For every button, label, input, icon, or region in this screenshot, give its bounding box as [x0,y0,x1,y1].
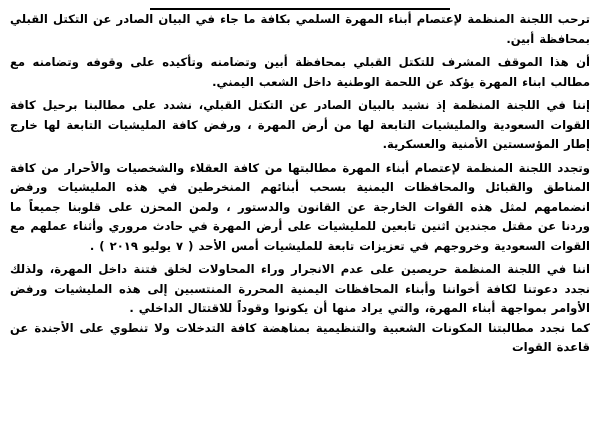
paragraph-appeal: وتجدد اللجنة المنظمة لإعتصام أبناء المهرة مطالبتها من كافة العقلاء والشخصيات والأحرار من كافة المناطق والقبائل والمحافظات اليمنية بسحب أبنائهم المنخرطين في هذه المليشيات ورفض انضمامهم لمثل هذه القوات الخارجة عن القانون والدستور ، ولمن المحزن على قلوبنا جميعاً ما وردنا عن مقتل مجندين اثنين تابعين للمليشيات على أرض المهرة في حادث مروري وأثناء عملهم مع القوات السعودية وخروجهم في تعزيزات تابعة للمليشيات أمس الأحد ( ٧ يوليو ٢٠١٩ ) . [10,160,590,253]
paragraph-cut-off: كما نجدد مطالبتنا المكونات الشعبية والتنظيمية بمناهضة كافة التدخلات ولا تنطوي على الأجندة عن قاعدة القوات [10,320,590,354]
document-body [10,4,590,354]
paragraph-demands: إننا في اللجنة المنظمة إذ نشيد بالبيان الصادر عن التكتل القبلي، نشدد على مطالبنا برحيل كافة القوات السعودية والمليشيات التابعة لها من أرض المهرة ، ورفض كافة المليشيات التابعة لها خارج إطار المؤسستين الأمنية والعسكرية. [10,98,590,151]
paragraph-solidarity: أن هذا الموقف المشرف للتكتل القبلي بمحافظة أبين وتضامنه وتأكيده على وقوفه وتضامنه مع مطالب ابناء المهرة يؤكد عن اللحمة الوطنية داخل الشعب اليمني. [10,55,590,89]
paragraph-welcome: ترحب اللجنة المنظمة لإعتصام أبناء المهرة السلمي بكافة ما جاء في البيان الصادر عن التكتل القبلي بمحافظة أبين. [10,12,590,46]
paragraph-caution: اننا في اللجنة المنظمة حريصين على عدم الانجرار وراء المحاولات لخلق فتنة داخل المهرة، ولذلك نجدد دعوتنا لكافة أخواننا وأبناء المحافظات اليمنية المحررة المنتسبين إلى هذه المليشيات ورفض الأوامر بمواجهة أبناء المهرة، والتي يراد منها أن يكونوا وقوداً للاقتتال الداخلي . [10,262,590,315]
